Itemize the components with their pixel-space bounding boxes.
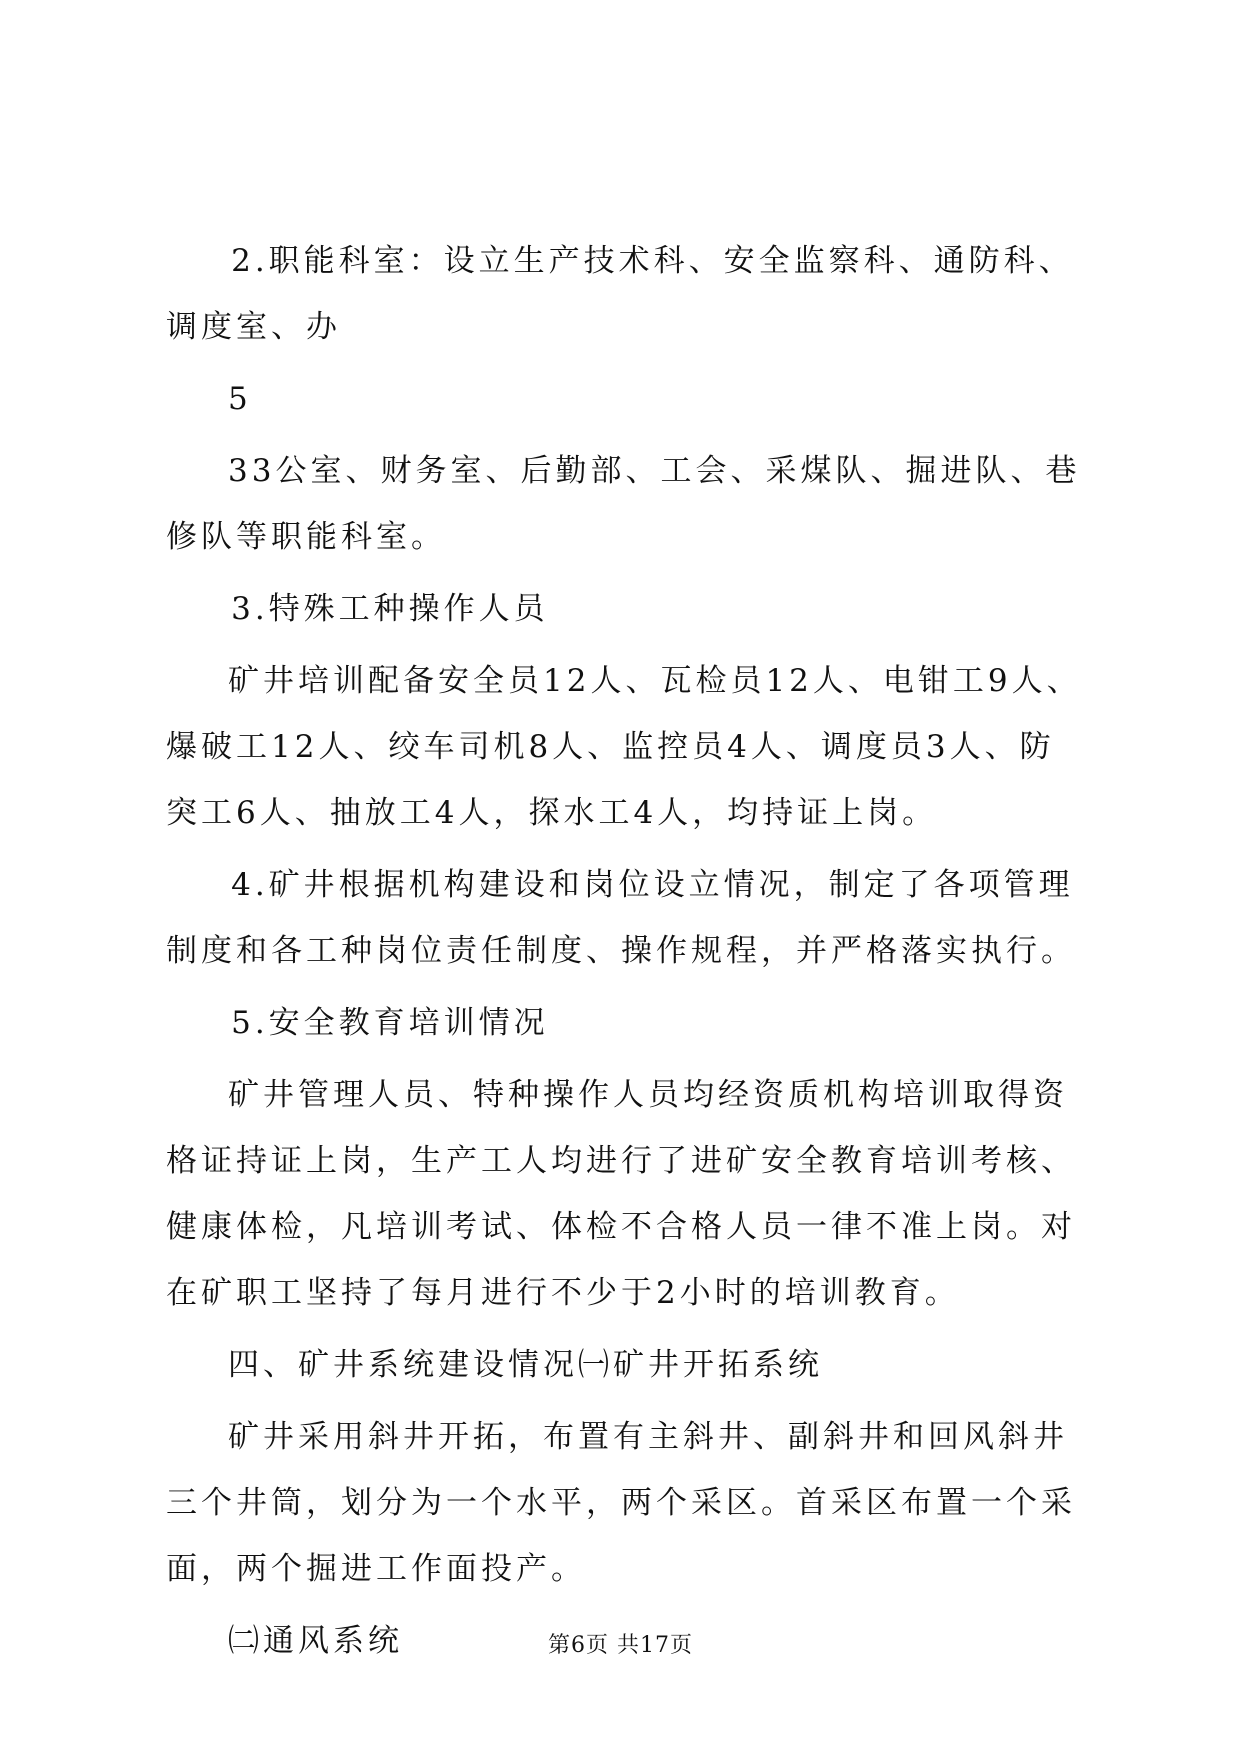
paragraph-ventilation-heading: ㈡通风系统 — [228, 1623, 403, 1659]
paragraph-page-marker: 5 — [228, 381, 252, 417]
paragraph-functional-departments: 2.职能科室：设立生产技术科、安全监察科、通防科、调度室、办 — [166, 243, 1074, 345]
document-body — [166, 228, 1082, 1680]
paragraph-management-systems: 4.矿井根据机构建设和岗位设立情况，制定了各项管理制度和各工种岗位责任制度、操作规程，并严格落实执行。 — [166, 867, 1076, 969]
paragraph-mine-systems-heading: 四、矿井系统建设情况㈠矿井开拓系统 — [228, 1347, 823, 1383]
paragraph-safety-training-heading: 5.安全教育培训情况 — [231, 1005, 549, 1041]
paragraph-special-operators: 矿井培训配备安全员12人、瓦检员12人、电钳工9人、爆破工12人、绞车司机8人、监控员4人、调度员3人、防突工6人、抽放工4人，探水工4人，均持证上岗。 — [166, 663, 1082, 831]
paragraph-development-system: 矿井采用斜井开拓，布置有主斜井、副斜井和回风斜井三个井筒，划分为一个水平，两个采区。首采区布置一个采面，两个掘进工作面投产。 — [166, 1419, 1076, 1587]
paragraph-departments-continued: 33公室、财务室、后勤部、工会、采煤队、掘进队、巷修队等职能科室。 — [166, 453, 1081, 555]
paragraph-special-operators-heading: 3.特殊工种操作人员 — [231, 591, 549, 627]
page-footer: 第6页 共17页 — [548, 1633, 693, 1658]
paragraph-safety-training: 矿井管理人员、特种操作人员均经资质机构培训取得资格证持证上岗，生产工人均进行了进矿安全教育培训考核、健康体检，凡培训考试、体检不合格人员一律不准上岗。对在矿职工坚持了每月进行不少于2小时的培训教育。 — [166, 1077, 1076, 1311]
